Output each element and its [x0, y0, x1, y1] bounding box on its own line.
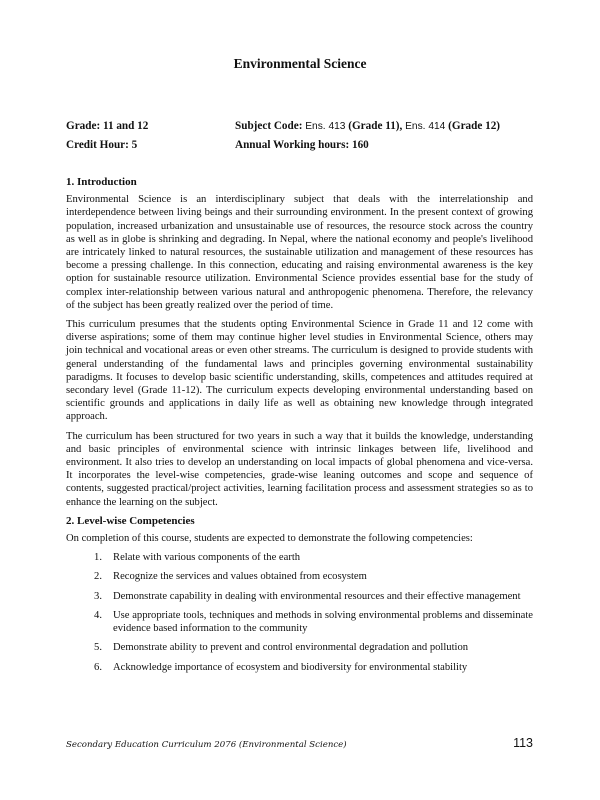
meta-row-2 [66, 136, 533, 155]
list-item-text: Acknowledge importance of ecosystem and biodiversity for environmental stability [113, 661, 468, 673]
subject-code-info [235, 117, 533, 136]
list-item [66, 609, 533, 635]
list-item-text: Demonstrate capability in dealing with environmental resources and their effective management [113, 590, 521, 602]
subject-code-11: Ens. 413 [305, 121, 346, 132]
list-item [66, 661, 533, 674]
list-item [66, 551, 533, 564]
list-item-text: Use appropriate tools, techniques and methods in solving environmental problems and disseminate evidence based information to the community [113, 609, 533, 635]
list-item-text: Recognize the services and values obtained from ecosystem [113, 571, 367, 583]
subject-code-12: Ens. 414 [405, 121, 446, 132]
subject-code-label: Subject Code: [235, 120, 303, 132]
competency-list [66, 551, 533, 673]
main-content [66, 176, 533, 680]
meta-row-1 [66, 117, 533, 136]
grade-11-label: (Grade 11), [348, 120, 403, 132]
paragraph: This curriculum presumes that the students opting Environmental Science in Grade 11 and 12 come with diverse aspirations; some of them may continue higher level studies in Environmental Science, others may join technical and vocational areas or even other streams. The curriculum is designed to provide students with general understanding of the fundamental laws and principles governing environmental sustainability paradigms. It focuses to develop basic scientific understanding, skills, competences and attitudes required at secondary level (Grade 11-12). The curriculum expects developing environmental understanding based on scientific grounds and applications in daily life as well as obtaining new knowledge through integrated approach. [66, 319, 533, 423]
page-title: Environmental Science [233, 56, 367, 71]
grade-12-label: (Grade 12) [448, 120, 501, 132]
page-number: 113 [513, 736, 533, 750]
page-footer [66, 736, 533, 750]
list-item-number: 2. [94, 571, 102, 583]
section-heading-introduction: 1. Introduction [66, 176, 137, 188]
credit-hour-info: Credit Hour: 5 [66, 139, 138, 151]
list-item [66, 570, 533, 583]
working-hours-info: Annual Working hours: 160 [235, 139, 369, 151]
list-item [66, 641, 533, 654]
footer-text: Secondary Education Curriculum 2076 (Environmental Science) [66, 740, 347, 750]
grade-info: Grade: 11 and 12 [66, 120, 149, 132]
paragraph: The curriculum has been structured for two years in such a way that it builds the knowledge, understanding and basic principles of environmental science with intrinsic linkages between life, livelihood and environment. It also tries to develop an understanding on local impacts of global phenomena and vice-versa. It incorporates the level-wise competencies, grade-wise leaning outcomes and scope and sequence of contents, suggested practical/project activities, learning facilitation process and assessment strategies so as to enhance the learning on the subject. [66, 430, 533, 508]
course-meta [66, 117, 533, 155]
competencies-intro: On completion of this course, students are expected to demonstrate the following competencies: [66, 533, 473, 545]
list-item-number: 6. [94, 661, 102, 673]
list-item-number: 1. [94, 552, 102, 564]
list-item-number: 5. [94, 642, 102, 654]
paragraph: Environmental Science is an interdisciplinary subject that deals with the interrelationship and interdependence between living beings and their surrounding environment. In the present context of growing population, increased urbanization and unsustainable use of resources, the resource stock across the country as well as in globe is shrinking and degrading. In Nepal, where the national economy and people's livelihood are intricately linked to natural resources, the sustainable utilization and management of these resources has become a pressing challenge. In this connection, educating and raising environmental awareness is the key option for sustainable resource utilization. Environmental Science provides essential base for the study of complex inter-relationship between various natural and anthropogenic phenomena. Therefore, the relevancy of the subject has been greatly realized over the period of time. [66, 194, 533, 311]
list-item [66, 590, 533, 603]
list-item-text: Demonstrate ability to prevent and control environmental degradation and pollution [113, 642, 469, 654]
list-item-number: 4. [94, 609, 102, 621]
list-item-number: 3. [94, 590, 102, 602]
list-item-text: Relate with various components of the earth [113, 552, 301, 564]
section-heading-competencies: 2. Level-wise Competencies [66, 514, 195, 527]
